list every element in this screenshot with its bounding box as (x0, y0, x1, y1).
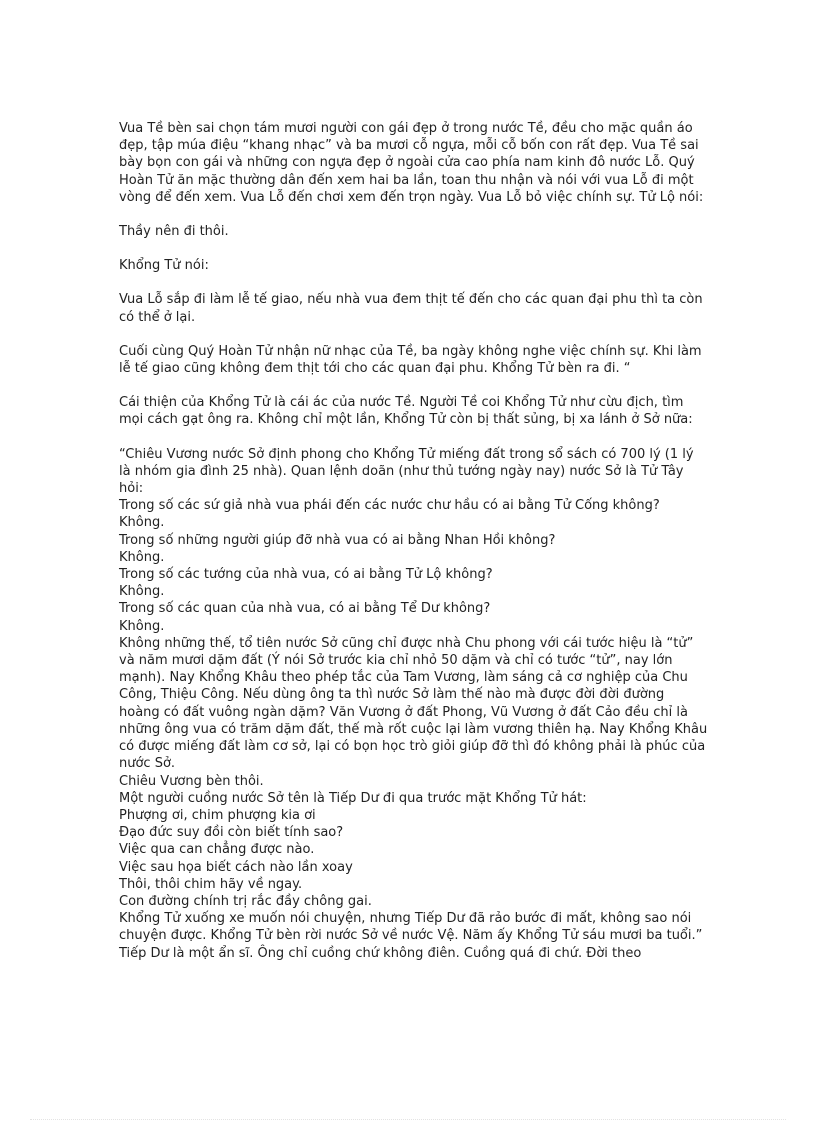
paragraph: Cái thiện của Khổng Tử là cái ác của nước Tề. Người Tề coi Khổng Tử như cừu địch, tìm mọi cách gạt ông ra. Không chỉ một lần, Khổng Tử còn bị thất sủng, bị xa lánh ở Sở nữa: (119, 395, 693, 428)
paragraph: Vua Tề bèn sai chọn tám mươi người con gái đẹp ở trong nước Tề, đều cho mặc quần áo đẹp, tập múa điệu “khang nhạc” và ba mươi cỗ ngựa, mỗi cỗ bốn con rất đẹp. Vua Tề sai bày bọn con gái và những con ngựa đẹp ở ngoài cửa cao phía nam kinh đô nước Lỗ. Quý Hoàn Tử ăn mặc thường dân đến xem hai ba lần, toan thu nhận và nói với vua Lỗ đi một vòng để đến xem. Vua Lỗ đến chơi xem đến trọn ngày. Vua Lỗ bỏ việc chính sự. Tử Lộ nói: (119, 121, 704, 205)
document-body (119, 120, 709, 962)
passage-line: Không. (119, 549, 165, 565)
paragraph: Thầy nên đi thôi. (119, 224, 229, 240)
passage-line: “Chiêu Vương nước Sở định phong cho Khổng Tử miếng đất trong sổ sách có 700 lý (1 lý là nhóm gia đình 25 nhà). Quan lệnh doãn (như thủ tướng ngày nay) nước Sở là Tử Tây hỏi: (119, 446, 694, 497)
paragraph: Cuối cùng Quý Hoàn Tử nhận nữ nhạc của Tề, ba ngày không nghe việc chính sự. Khi làm lễ tế giao cũng không đem thịt tới cho các quan đại phu. Khổng Tử bèn ra đi. “ (119, 343, 702, 377)
passage-line: Không những thế, tổ tiên nước Sở cũng chỉ được nhà Chu phong với cái tước hiệu là “tử” và năm mươi dặm đất (Ý nói Sở trước kia chỉ nhỏ 50 dặm và chỉ có tước “tử”, nay lớn mạnh). Nay Khổng Khâu theo phép tắc của Tam Vương, làm sáng cả cơ nghiệp của Chu Công, Thiệu Công. Nếu dùng ông ta thì nước Sở làm thế nào mà được đời đời đường hoàng có đất vuông ngàn dặm? Văn Vương ở đất Phong, Vũ Vương ở đất Cảo đều chỉ là những ông vua có trăm dặm đất, thế mà rốt cuộc lại làm vương thiên hạ. Nay Khổng Khâu có được miếng đất làm cơ sở, lại có bọn học trò giỏi giúp đỡ thì đó không phải là phúc của nước Sở. (119, 635, 708, 772)
page-bottom-divider (30, 1119, 786, 1120)
poem-line: Việc sau họa biết cách nào lần xoay (119, 859, 353, 875)
passage-line: Một người cuồng nước Sở tên là Tiếp Dư đi qua trước mặt Khổng Tử hát: (119, 790, 587, 806)
passage-line: Khổng Tử xuống xe muốn nói chuyện, nhưng Tiếp Dư đã rảo bước đi mất, không sao nói chuyện được. Khổng Tử bèn rời nước Sở về nước Vệ. Năm ấy Khổng Tử sáu mươi ba tuổi.” (119, 911, 703, 944)
poem-line: Việc qua can chẳng được nào. (119, 842, 315, 858)
passage-line: Trong số các sứ giả nhà vua phái đến các nước chư hầu có ai bằng Tử Cống không? (119, 498, 660, 514)
poem-line: Đạo đức suy đồi còn biết tính sao? (119, 825, 344, 841)
poem-line: Con đường chính trị rắc đầy chông gai. (119, 893, 372, 909)
paragraph: Khổng Tử nói: (119, 258, 209, 274)
passage-line: Trong số những người giúp đỡ nhà vua có ai bằng Nhan Hồi không? (119, 532, 556, 548)
passage-line: Chiêu Vương bèn thôi. (119, 773, 264, 789)
poem-line: Thôi, thôi chim hãy về ngay. (119, 876, 303, 892)
poem-line: Phượng ơi, chim phượng kia ơi (119, 807, 316, 823)
passage-line: Không. (119, 515, 165, 531)
passage-line: Không. (119, 618, 165, 634)
passage-line: Tiếp Dư là một ẩn sĩ. Ông chỉ cuồng chứ không điên. Cuồng quá đi chứ. Đời theo (119, 945, 642, 961)
passage-line: Không. (119, 584, 165, 600)
paragraph: Vua Lỗ sắp đi làm lễ tế giao, nếu nhà vua đem thịt tế đến cho các quan đại phu thì ta còn có thể ở lại. (119, 292, 703, 325)
quoted-passage (119, 446, 709, 962)
passage-line: Trong số các quan của nhà vua, có ai bằng Tể Dư không? (119, 601, 491, 617)
passage-line: Trong số các tướng của nhà vua, có ai bằng Tử Lộ không? (119, 567, 493, 583)
